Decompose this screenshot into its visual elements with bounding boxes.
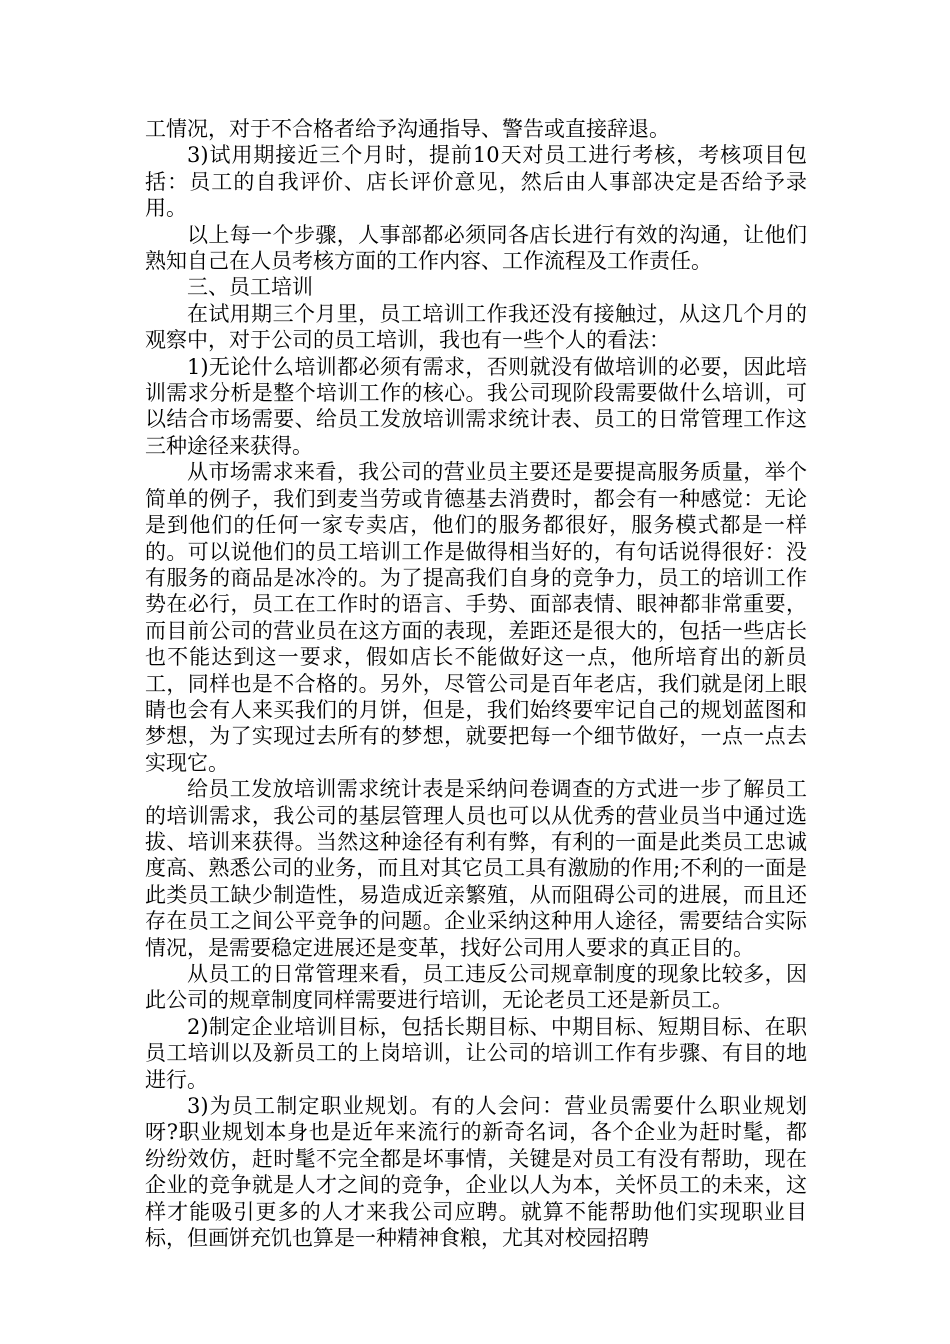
paragraph-probation-assessment: 3)试用期接近三个月时，提前10天对员工进行考核，考核项目包括：员工的自我评价、店长评价意见，然后由人事部决定是否给予录用。 [145,143,807,221]
paragraph-communication: 以上每一个步骤，人事部都必须同各店长进行有效的沟通，让他们熟知自己在人员考核方面的工作内容、工作流程及工作责任。 [145,222,807,274]
paragraph-market-needs: 从市场需求来看，我公司的营业员主要还是要提高服务质量，举个简单的例子，我们到麦当劳或肯德基去消费时，都会有一种感觉：无论是到他们的任何一家专卖店，他们的服务都很好，服务模式都是一样的。可以说他们的员工培训工作是做得相当好的，有句话说得很好：没有服务的商品是冰冷的。为了提高我们自身的竞争力，员工的培训工作势在必行，员工在工作时的语言、手势、面部表情、眼神都非常重要，而目前公司的营业员在这方面的表现，差距还是很大的，包括一些店长也不能达到这一要求，假如店长不能做好这一点，他所培育出的新员工，同样也是不合格的。另外，尽管公司是百年老店，我们就是闭上眼睛也会有人来买我们的月饼，但是，我们始终要牢记自己的规划蓝图和梦想，为了实现过去所有的梦想，就要把每一个细节做好，一点一点去实现它。 [145,460,807,775]
paragraph-training-needs: 1)无论什么培训都必须有需求，否则就没有做培训的必要，因此培训需求分析是整个培训工作的核心。我公司现阶段需要做什么培训，可以结合市场需要、给员工发放培训需求统计表、员工的日常管理工作这三种途径来获得。 [145,354,807,458]
document-page [145,116,807,1251]
section-heading-training: 三、员工培训 [187,275,313,300]
paragraph-training-intro: 在试用期三个月里，员工培训工作我还没有接触过，从这几个月的观察中，对于公司的员工培训，我也有一些个人的看法： [145,301,807,353]
paragraph-continuation: 工情况，对于不合格者给予沟通指导、警告或直接辞退。 [145,117,670,141]
paragraph-career-planning: 3)为员工制定职业规划。有的人会问：营业员需要什么职业规划呀?职业规划本身也是近年来流行的新奇名词，各个企业为赶时髦，都纷纷效仿，赶时髦不完全都是坏事情，关键是对员工有没有帮助，现在企业的竞争就是人才之间的竞争，企业以人为本，关怀员工的未来，这样才能吸引更多的人才来我公司应聘。就算不能帮助他们实现职业目标，但画饼充饥也算是一种精神食粮，尤其对校园招聘 [145,1094,807,1251]
paragraph-training-goals: 2)制定企业培训目标，包括长期目标、中期目标、短期目标、在职员工培训以及新员工的上岗培训，让公司的培训工作有步骤、有目的地进行。 [145,1014,807,1092]
paragraph-survey: 给员工发放培训需求统计表是采纳问卷调查的方式进一步了解员工的培训需求，我公司的基层管理人员也可以从优秀的营业员当中通过选拔、培训来获得。当然这种途径有利有弊，有利的一面是此类员工忠诚度高、熟悉公司的业务，而且对其它员工具有激励的作用;不利的一面是此类员工缺少制造性，易造成近亲繁殖，从而阻碍公司的进展，而且还存在员工之间公平竞争的问题。企业采纳这种用人途径，需要结合实际情况，是需要稳定进展还是变革，找好公司用人要求的真正目的。 [145,777,807,960]
paragraph-daily-management: 从员工的日常管理来看，员工违反公司规章制度的现象比较多，因此公司的规章制度同样需要进行培训，无论老员工还是新员工。 [145,962,807,1013]
